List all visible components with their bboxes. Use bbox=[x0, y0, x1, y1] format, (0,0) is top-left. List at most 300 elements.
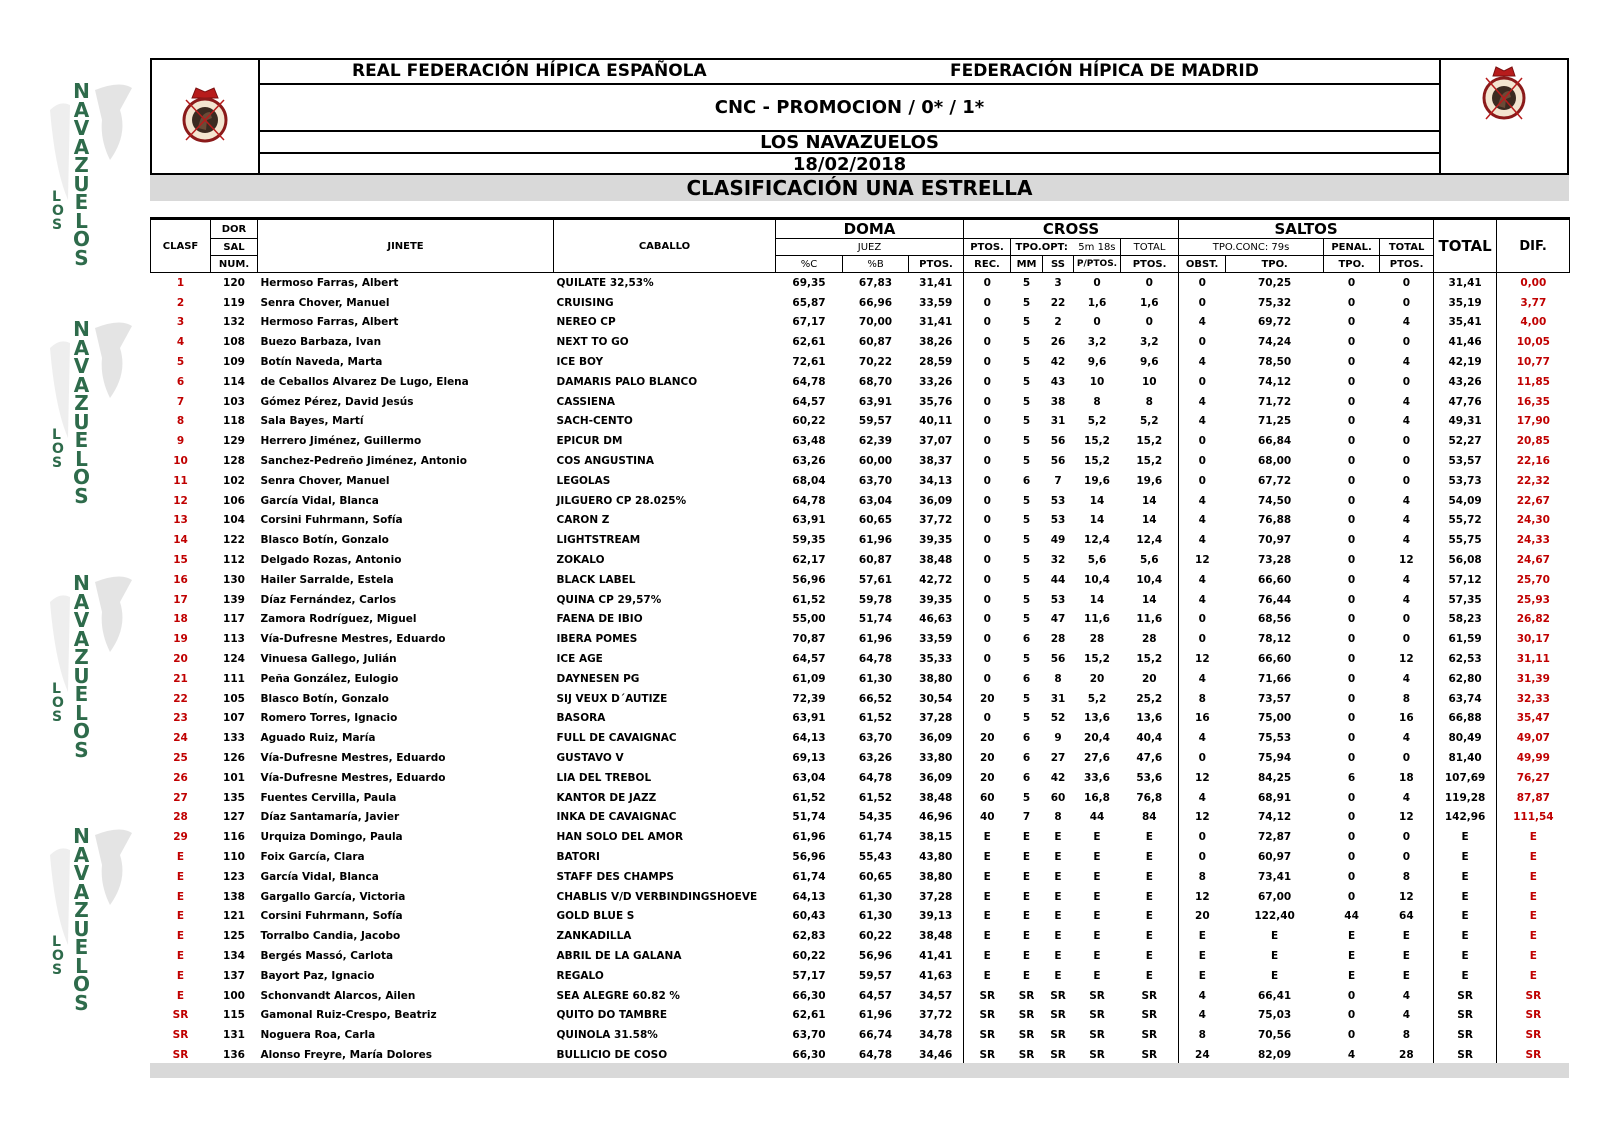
cell-pen: 4 bbox=[1347, 1048, 1356, 1061]
cell-dptos: 38,80 bbox=[909, 669, 964, 689]
cell-obst: 4 bbox=[1198, 316, 1206, 329]
cell-dptos: 39,35 bbox=[909, 530, 964, 550]
cell-obst: 4 bbox=[1198, 989, 1206, 1002]
cell-pc: 64,13 bbox=[792, 732, 826, 745]
cell-pen: 0 bbox=[1347, 712, 1356, 725]
cell-pc: 64,57 bbox=[792, 395, 826, 408]
cell-pen: 0 bbox=[1347, 811, 1356, 824]
cell-mm: 5 bbox=[1022, 791, 1031, 804]
cell-pen: 0 bbox=[1347, 989, 1356, 1002]
cell-obst: 0 bbox=[1198, 752, 1206, 765]
cell-pc: 51,74 bbox=[792, 811, 826, 824]
cell-jinete: Urquiza Domingo, Paula bbox=[260, 831, 403, 844]
cell-pc: 72,39 bbox=[792, 692, 826, 705]
cell-obst: 4 bbox=[1198, 573, 1206, 586]
cell-dif: 31,39 bbox=[1516, 672, 1550, 685]
cell-pb: 55,43 bbox=[858, 851, 893, 863]
cell-pen: 0 bbox=[1347, 870, 1356, 883]
cell-stot: 4 bbox=[1380, 530, 1434, 550]
cell-pen: 0 bbox=[1347, 851, 1356, 863]
cell-ss: 31 bbox=[1050, 692, 1066, 705]
cell-dptos: 33,59 bbox=[909, 629, 964, 649]
cell-num: 105 bbox=[223, 692, 245, 705]
cell-rec: SR bbox=[979, 989, 996, 1002]
cell-obst: 8 bbox=[1198, 692, 1206, 705]
cell-ss: 52 bbox=[1050, 712, 1066, 725]
cell-obst: 16 bbox=[1195, 712, 1210, 725]
cell-jinete: Vía-Dufresne Mestres, Eduardo bbox=[260, 771, 446, 784]
cell-rec: 0 bbox=[983, 435, 991, 448]
col-saltos-total: TOTAL bbox=[1380, 239, 1434, 256]
cell-dptos: 37,28 bbox=[909, 709, 964, 729]
cell-caballo: NEXT TO GO bbox=[556, 336, 629, 349]
cell-caballo: LIGHTSTREAM bbox=[556, 534, 641, 547]
cell-pen: E bbox=[1347, 969, 1356, 982]
cell-stot: 0 bbox=[1380, 748, 1434, 768]
cell-ctot: 25,2 bbox=[1121, 689, 1179, 709]
cell-stot: E bbox=[1380, 946, 1434, 966]
table-row bbox=[151, 610, 1570, 630]
col-penal: PENAL. bbox=[1324, 239, 1380, 256]
cell-dif: 30,17 bbox=[1516, 633, 1550, 646]
cell-tpo: 75,53 bbox=[1257, 732, 1292, 745]
cell-pb: 67,83 bbox=[858, 276, 893, 289]
cell-pc: 61,96 bbox=[792, 831, 826, 844]
cell-mm: E bbox=[1022, 851, 1031, 863]
cell-tpo: 60,97 bbox=[1257, 851, 1292, 863]
cell-ctot: 14 bbox=[1121, 491, 1179, 511]
cell-stot: 4 bbox=[1380, 570, 1434, 590]
cell-ctot: 10 bbox=[1121, 372, 1179, 392]
table-row bbox=[151, 1045, 1570, 1065]
cell-pc: 65,87 bbox=[792, 296, 826, 309]
cell-tpo: E bbox=[1270, 949, 1279, 962]
cell-rec: 20 bbox=[979, 752, 995, 765]
cell-dif: E bbox=[1529, 930, 1537, 943]
cell-rec: E bbox=[983, 969, 991, 982]
cell-total: E bbox=[1434, 946, 1497, 966]
cell-obst: 0 bbox=[1198, 474, 1206, 487]
cell-dptos: 41,41 bbox=[909, 946, 964, 966]
cell-clasf: 3 bbox=[176, 316, 185, 329]
cell-caballo: BLACK LABEL bbox=[556, 573, 636, 586]
cell-ctot: E bbox=[1121, 907, 1179, 927]
cell-tpo: 73,41 bbox=[1257, 870, 1292, 883]
cell-rec: E bbox=[983, 930, 991, 943]
cell-total: 53,73 bbox=[1434, 471, 1497, 491]
cell-dif: 35,47 bbox=[1516, 712, 1550, 725]
cell-ctot: 0 bbox=[1121, 313, 1179, 333]
cell-dif: 10,77 bbox=[1516, 356, 1550, 369]
cell-tpo: 75,94 bbox=[1257, 752, 1292, 765]
col-tpo-conc: TPO.CONC: 79s bbox=[1179, 239, 1324, 256]
cell-rec: 0 bbox=[983, 296, 991, 309]
cell-dif: 24,67 bbox=[1516, 554, 1550, 567]
cell-caballo: QUINOLA 31.58% bbox=[556, 1029, 658, 1042]
cell-tpo: 75,03 bbox=[1257, 1009, 1292, 1022]
cell-ctot: E bbox=[1121, 926, 1179, 946]
cell-pen: 44 bbox=[1344, 910, 1359, 923]
cell-clasf: 23 bbox=[173, 712, 188, 725]
cell-caballo: LEGOLAS bbox=[556, 474, 611, 487]
cell-mm: SR bbox=[1018, 1048, 1035, 1061]
cell-ss: 56 bbox=[1050, 653, 1066, 666]
cell-pp: 20 bbox=[1089, 672, 1105, 685]
table-row bbox=[151, 689, 1570, 709]
cell-obst: 0 bbox=[1198, 831, 1206, 844]
cell-stot: 4 bbox=[1380, 1005, 1434, 1025]
navazuelos-logo bbox=[40, 318, 135, 528]
cell-obst: 12 bbox=[1195, 653, 1210, 666]
cell-dif: 16,35 bbox=[1516, 395, 1550, 408]
cell-clasf: 6 bbox=[176, 375, 185, 388]
cell-ss: SR bbox=[1050, 1029, 1066, 1042]
cell-pc: 64,78 bbox=[792, 375, 826, 388]
cell-pp: E bbox=[1093, 969, 1101, 982]
cell-clasf: 10 bbox=[173, 455, 188, 468]
cell-num: 139 bbox=[223, 593, 245, 606]
table-row bbox=[151, 530, 1570, 550]
cell-ss: 47 bbox=[1050, 613, 1066, 626]
cell-stot: 4 bbox=[1380, 352, 1434, 372]
los-word: L O S bbox=[52, 427, 64, 471]
cell-pb: 61,30 bbox=[858, 672, 893, 685]
cell-pp: 28 bbox=[1089, 633, 1105, 646]
cell-pb: 59,57 bbox=[858, 415, 893, 428]
cell-dptos: 38,48 bbox=[909, 926, 964, 946]
cell-dif: 49,07 bbox=[1516, 732, 1550, 745]
cell-jinete: García Vidal, Blanca bbox=[260, 494, 379, 507]
cell-rec: 0 bbox=[983, 514, 991, 527]
cell-mm: 6 bbox=[1022, 474, 1031, 487]
cell-pp: 13,6 bbox=[1084, 712, 1110, 725]
cell-pen: 0 bbox=[1347, 474, 1356, 487]
cell-ss: 53 bbox=[1050, 593, 1066, 606]
cell-total: SR bbox=[1434, 986, 1497, 1006]
cell-tpo: 71,25 bbox=[1257, 415, 1292, 428]
cell-dif: 22,16 bbox=[1516, 455, 1550, 468]
cell-ss: 9 bbox=[1054, 732, 1062, 745]
cell-tpo: 78,50 bbox=[1257, 356, 1292, 369]
col-doma-ptos: PTOS. bbox=[909, 256, 964, 273]
cell-total: E bbox=[1434, 926, 1497, 946]
cell-num: 127 bbox=[223, 811, 245, 824]
cell-caballo: LIA DEL TREBOL bbox=[556, 771, 652, 784]
cell-num: 133 bbox=[223, 732, 245, 745]
cell-caballo: REGALO bbox=[556, 969, 604, 982]
cell-ss: 44 bbox=[1050, 573, 1066, 586]
cell-mm: 5 bbox=[1022, 395, 1031, 408]
cell-ctot: 3,2 bbox=[1121, 332, 1179, 352]
cell-num: 129 bbox=[223, 435, 245, 448]
cell-dif: E bbox=[1529, 949, 1537, 962]
cell-ctot: 20 bbox=[1121, 669, 1179, 689]
cell-total: 35,19 bbox=[1434, 293, 1497, 313]
cell-ctot: 8 bbox=[1121, 392, 1179, 412]
cell-tpo: 66,84 bbox=[1257, 435, 1292, 448]
cell-ss: SR bbox=[1050, 1009, 1066, 1022]
cell-pc: 70,87 bbox=[792, 633, 826, 646]
cell-num: 102 bbox=[223, 474, 245, 487]
cell-dptos: 31,41 bbox=[909, 313, 964, 333]
cell-obst: 4 bbox=[1198, 356, 1206, 369]
col-tpo-opt bbox=[1011, 239, 1121, 256]
cell-stot: 0 bbox=[1380, 293, 1434, 313]
cell-clasf: 11 bbox=[173, 474, 188, 487]
cell-obst: 0 bbox=[1198, 276, 1206, 289]
cell-pb: 60,87 bbox=[858, 336, 893, 349]
cell-ctot: 84 bbox=[1121, 808, 1179, 828]
cell-clasf: SR bbox=[172, 1029, 189, 1042]
cell-caballo: ZANKADILLA bbox=[556, 930, 632, 943]
cell-tpo: 122,40 bbox=[1254, 910, 1295, 923]
col-rec: REC. bbox=[964, 256, 1011, 273]
fhm-seal-icon bbox=[1473, 64, 1535, 126]
cell-clasf: E bbox=[176, 930, 185, 943]
cell-total: 62,80 bbox=[1434, 669, 1497, 689]
cell-stot: 64 bbox=[1380, 907, 1434, 927]
cell-rec: E bbox=[983, 949, 991, 962]
navazuelos-word: N A V A Z U E L O S bbox=[73, 824, 91, 1015]
cell-mm: 5 bbox=[1022, 494, 1031, 507]
cell-tpo: 71,72 bbox=[1257, 395, 1292, 408]
cell-pen: 6 bbox=[1347, 771, 1356, 784]
cell-ctot: 47,6 bbox=[1121, 748, 1179, 768]
cell-dptos: 39,35 bbox=[909, 590, 964, 610]
cell-jinete: Schonvandt Alarcos, Ailen bbox=[260, 989, 416, 1002]
navazuelos-word: N A V A Z U E L O S bbox=[73, 317, 91, 508]
cell-num: 116 bbox=[223, 831, 245, 844]
cell-pc: 62,61 bbox=[792, 1009, 826, 1022]
table-row bbox=[151, 293, 1570, 313]
cell-rec: 20 bbox=[979, 732, 995, 745]
cell-pc: 63,91 bbox=[792, 514, 826, 527]
cell-jinete: Díaz Fernández, Carlos bbox=[260, 593, 397, 606]
cell-dptos: 30,54 bbox=[909, 689, 964, 709]
cell-obst: E bbox=[1198, 930, 1206, 943]
table-row bbox=[151, 332, 1570, 352]
table-row bbox=[151, 412, 1570, 432]
cell-obst: 0 bbox=[1198, 633, 1206, 646]
cell-pb: 62,39 bbox=[858, 435, 893, 448]
cell-stot: 0 bbox=[1380, 431, 1434, 451]
cell-jinete: Botín Naveda, Marta bbox=[260, 356, 383, 369]
cell-clasf: 12 bbox=[173, 494, 188, 507]
cell-obst: 0 bbox=[1198, 435, 1206, 448]
cell-pen: 0 bbox=[1347, 653, 1356, 666]
cell-pp: SR bbox=[1089, 1048, 1105, 1061]
cell-caballo: SIJ VEUX D´AUTIZE bbox=[556, 692, 668, 705]
cell-ss: 53 bbox=[1050, 514, 1066, 527]
cell-ctot: 76,8 bbox=[1121, 788, 1179, 808]
cell-mm: 5 bbox=[1022, 356, 1031, 369]
cell-total: 57,35 bbox=[1434, 590, 1497, 610]
cell-ss: 22 bbox=[1050, 296, 1066, 309]
cell-obst: 8 bbox=[1198, 1029, 1206, 1042]
cell-mm: 5 bbox=[1022, 573, 1031, 586]
cell-rec: E bbox=[983, 831, 991, 844]
cell-dptos: 28,59 bbox=[909, 352, 964, 372]
navazuelos-logo bbox=[40, 825, 135, 1035]
cell-jinete: Vía-Dufresne Mestres, Eduardo bbox=[260, 752, 446, 765]
col-cross-total-ptos: PTOS. bbox=[1121, 256, 1179, 273]
cell-stot: 12 bbox=[1380, 808, 1434, 828]
cell-pp: E bbox=[1093, 930, 1101, 943]
cell-dif: 22,32 bbox=[1516, 474, 1550, 487]
cell-clasf: 27 bbox=[173, 791, 188, 804]
cell-jinete: Romero Torres, Ignacio bbox=[260, 712, 398, 725]
cell-num: 130 bbox=[223, 573, 245, 586]
cell-pb: 64,78 bbox=[858, 771, 893, 784]
cell-tpo: 69,72 bbox=[1257, 316, 1292, 329]
cell-dif: 0,00 bbox=[1520, 276, 1547, 289]
cell-rec: 0 bbox=[983, 573, 991, 586]
cell-clasf: SR bbox=[172, 1009, 189, 1022]
cell-tpo: 82,09 bbox=[1257, 1048, 1292, 1061]
cell-jinete: Gamonal Ruiz-Crespo, Beatriz bbox=[260, 1009, 437, 1022]
col-caballo: CABALLO bbox=[554, 219, 776, 273]
col-tpo: TPO. bbox=[1226, 256, 1324, 273]
cell-pen: 0 bbox=[1347, 791, 1356, 804]
cell-pp: 0 bbox=[1093, 276, 1101, 289]
cell-num: 112 bbox=[223, 554, 245, 567]
cell-mm: 5 bbox=[1022, 375, 1031, 388]
cell-pp: 16,8 bbox=[1084, 791, 1110, 804]
cell-jinete: Noguera Roa, Carla bbox=[260, 1029, 376, 1042]
table-row bbox=[151, 1005, 1570, 1025]
cell-tpo: 71,66 bbox=[1257, 672, 1292, 685]
cell-clasf: 16 bbox=[173, 573, 188, 586]
cell-pp: SR bbox=[1089, 1009, 1105, 1022]
cell-total: 53,57 bbox=[1434, 451, 1497, 471]
cell-dif: 25,70 bbox=[1516, 573, 1550, 586]
cell-dptos: 33,59 bbox=[909, 293, 964, 313]
cell-ss: 38 bbox=[1050, 395, 1066, 408]
cell-pb: 63,26 bbox=[858, 752, 893, 765]
rfhe-logo-cell bbox=[152, 60, 260, 173]
cell-dptos: 37,07 bbox=[909, 431, 964, 451]
cell-dif: 11,85 bbox=[1516, 375, 1550, 388]
cell-total: 80,49 bbox=[1434, 728, 1497, 748]
cell-pp: 3,2 bbox=[1087, 336, 1107, 349]
cell-total: 35,41 bbox=[1434, 313, 1497, 333]
cell-jinete: Bergés Massó, Carlota bbox=[260, 949, 394, 962]
cell-jinete: Díaz Santamaría, Javier bbox=[260, 811, 400, 824]
cell-caballo: EPICUR DM bbox=[556, 435, 623, 448]
cell-dif: E bbox=[1529, 870, 1537, 883]
cell-jinete: Aguado Ruiz, María bbox=[260, 732, 376, 745]
cell-total: E bbox=[1434, 887, 1497, 907]
cell-ss: E bbox=[1054, 851, 1062, 863]
cell-dif: 111,54 bbox=[1513, 811, 1554, 824]
cell-ctot: 53,6 bbox=[1121, 768, 1179, 788]
cell-pb: 63,04 bbox=[858, 494, 893, 507]
cell-total: SR bbox=[1434, 1005, 1497, 1025]
cell-ss: 3 bbox=[1054, 276, 1062, 289]
col-juez: JUEZ bbox=[776, 239, 964, 256]
cell-pp: 5,6 bbox=[1087, 554, 1107, 567]
cell-dif: 76,27 bbox=[1516, 771, 1550, 784]
tpo-opt-value: 5m 18s bbox=[1078, 241, 1116, 253]
cell-stot: 12 bbox=[1380, 550, 1434, 570]
cell-dptos: 37,28 bbox=[909, 887, 964, 907]
cell-pen: 0 bbox=[1347, 494, 1356, 507]
cell-pen: 0 bbox=[1347, 435, 1356, 448]
cell-dptos: 38,48 bbox=[909, 788, 964, 808]
col-pb: %B bbox=[843, 256, 909, 273]
tpo-opt-label: TPO.OPT: bbox=[1015, 241, 1068, 253]
cell-clasf: 18 bbox=[173, 613, 188, 626]
cell-caballo: QUITO DO TAMBRE bbox=[556, 1009, 668, 1022]
cell-ctot: 40,4 bbox=[1121, 728, 1179, 748]
cell-total: 55,72 bbox=[1434, 511, 1497, 531]
col-pptos: P/PTOS. bbox=[1074, 256, 1121, 273]
cell-pc: 63,91 bbox=[792, 712, 826, 725]
cell-dptos: 38,48 bbox=[909, 550, 964, 570]
cell-pc: 60,22 bbox=[792, 949, 826, 962]
cell-dptos: 36,09 bbox=[909, 491, 964, 511]
cell-pp: E bbox=[1093, 949, 1101, 962]
cell-rec: 0 bbox=[983, 633, 991, 646]
table-row bbox=[151, 273, 1570, 293]
cell-jinete: Senra Chover, Manuel bbox=[260, 474, 390, 487]
cell-dif: 10,05 bbox=[1516, 336, 1550, 349]
cell-caballo: COS ANGUSTINA bbox=[556, 455, 654, 468]
table-row bbox=[151, 491, 1570, 511]
cell-stot: 4 bbox=[1380, 788, 1434, 808]
cell-pc: 61,52 bbox=[792, 593, 826, 606]
cell-pc: 69,35 bbox=[792, 276, 826, 289]
cell-stot: 28 bbox=[1380, 1045, 1434, 1065]
cell-jinete: Fuentes Cervilla, Paula bbox=[260, 791, 397, 804]
cell-clasf: 19 bbox=[173, 633, 188, 646]
cell-obst: 4 bbox=[1198, 672, 1206, 685]
cell-total: 47,76 bbox=[1434, 392, 1497, 412]
federations-row bbox=[260, 60, 1439, 85]
cell-pp: E bbox=[1093, 851, 1101, 863]
cell-pp: 15,2 bbox=[1084, 455, 1110, 468]
cell-pp: SR bbox=[1089, 1029, 1105, 1042]
cell-caballo: ABRIL DE LA GALANA bbox=[556, 949, 682, 962]
cell-obst: 0 bbox=[1198, 613, 1206, 626]
cell-jinete: Sala Bayes, Martí bbox=[260, 415, 364, 428]
cell-obst: 24 bbox=[1195, 1048, 1210, 1061]
cell-total: E bbox=[1434, 847, 1497, 867]
cell-rec: 0 bbox=[983, 375, 991, 388]
cell-obst: 4 bbox=[1198, 732, 1206, 745]
cell-stot: 0 bbox=[1380, 847, 1434, 867]
table-row bbox=[151, 867, 1570, 887]
cell-stot: 0 bbox=[1380, 372, 1434, 392]
table-row bbox=[151, 768, 1570, 788]
cell-rec: 40 bbox=[979, 811, 995, 824]
cell-tpo: E bbox=[1270, 969, 1279, 982]
cell-pen: E bbox=[1347, 930, 1356, 943]
cell-mm: 5 bbox=[1022, 554, 1031, 567]
cell-pp: E bbox=[1093, 890, 1101, 903]
cell-tpo: 74,12 bbox=[1257, 811, 1292, 824]
cell-pp: 1,6 bbox=[1087, 296, 1107, 309]
cell-dptos: 34,78 bbox=[909, 1025, 964, 1045]
cell-total: 107,69 bbox=[1434, 768, 1497, 788]
cell-jinete: Senra Chover, Manuel bbox=[260, 296, 390, 309]
cell-num: 101 bbox=[223, 771, 245, 784]
cell-dif: 31,11 bbox=[1516, 653, 1550, 666]
cell-jinete: García Vidal, Blanca bbox=[260, 870, 379, 883]
cell-ss: SR bbox=[1050, 1048, 1066, 1061]
cell-pc: 57,17 bbox=[792, 969, 826, 982]
cell-jinete: Corsini Fuhrmann, Sofía bbox=[260, 514, 403, 527]
